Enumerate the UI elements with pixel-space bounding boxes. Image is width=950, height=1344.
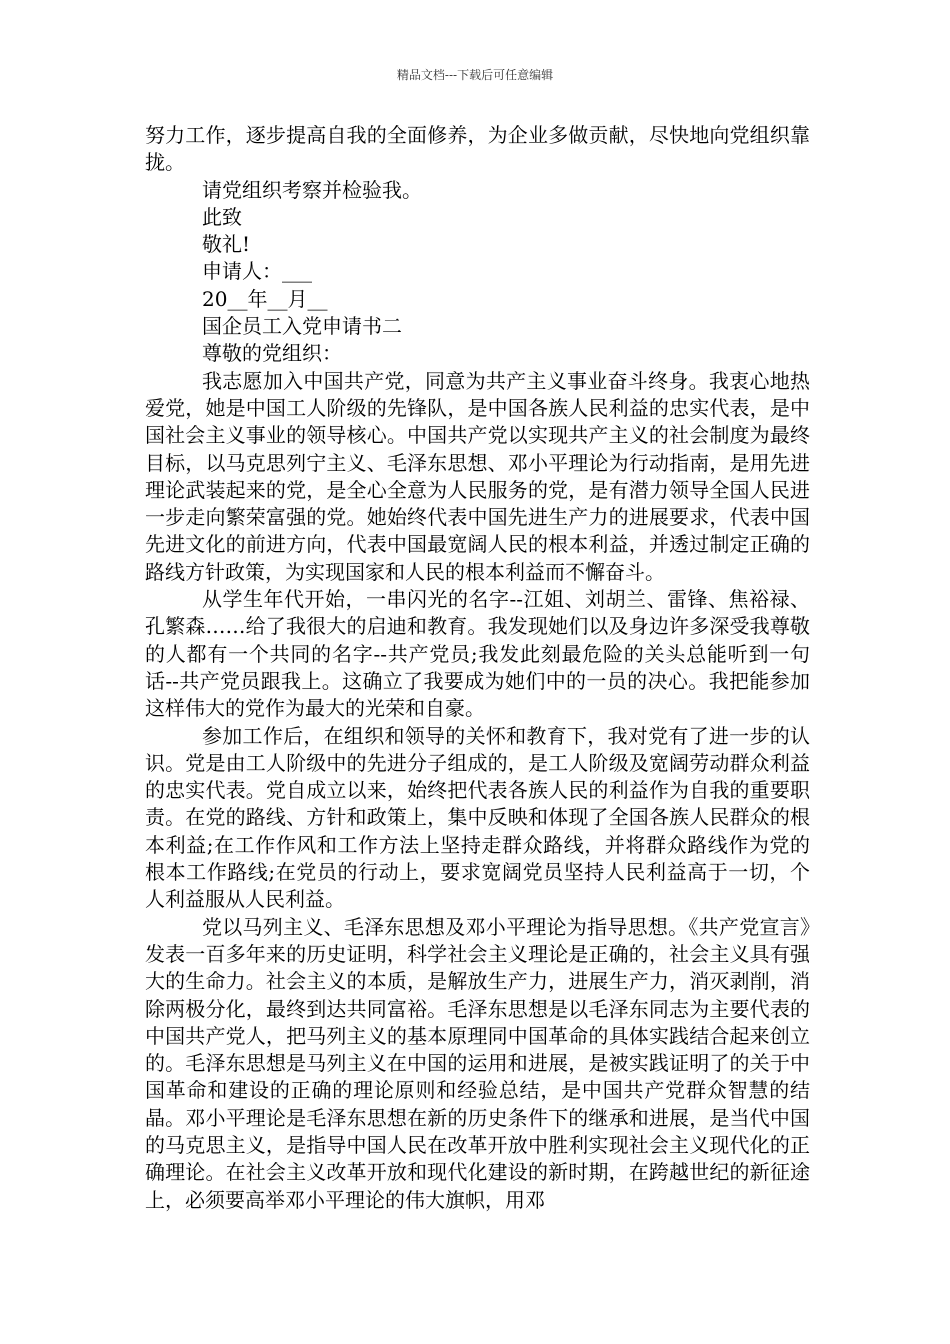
paragraph: 请党组织考察并检验我。 xyxy=(202,177,422,202)
page-header: 精品文档---下载后可任意编辑 xyxy=(396,68,554,82)
paragraph: 我志愿加入中国共产党，同意为共产主义事业奋斗终身。我衷心地热爱党，她是中国工人阶级的先锋队，是中国各族人民利益的忠实代表，是中国社会主义事业的领导核心。中国共产党以实现共产主义的社会制度为最终目标，以马克思列宁主义、毛泽东思想、邓小平理论为行动指南，是用先进理论武装起来的党，是全心全意为人民服务的党，是有潜力领导全国人民进一步走向繁荣富强的党。她始终代表中国先进生产力的进展要求，代表中国先进文化的前进方向，代表中国最宽阔人民的根本利益，并透过制定正确的路线方针政策，为实现国家和人民的根本利益而不懈奋斗。 xyxy=(145,368,810,584)
salutation-line: 此致 xyxy=(202,204,242,229)
paragraph: 从学生年代开始，一串闪光的名字--江姐、刘胡兰、雷锋、焦裕禄、孔繁森……给了我很大的启迪和教育。我发现她们以及身边许多深受我尊敬的人都有一个共同的名字--共产党员;我发此刻最危险的关头总能听到一句话--共产党员跟我上。这确立了我要成为她们中的一员的决心。我把能参加这样伟大的党作为最大的光荣和自豪。 xyxy=(145,587,810,721)
applicant-line: 申请人：___ xyxy=(202,259,312,284)
date-line: 20__年__月__ xyxy=(202,286,328,311)
greeting-line: 尊敬的党组织： xyxy=(202,341,342,366)
paragraph: 参加工作后，在组织和领导的关怀和教育下，我对党有了进一步的认识。党是由工人阶级中的先进分子组成的，是工人阶级及宽阔劳动群众利益的忠实代表。党自成立以来，始终把代表各族人民的利益作为自我的重要职责。在党的路线、方针和政策上，集中反映和体现了全国各族人民群众的根本利益;在工作作风和工作方法上坚持走群众路线，并将群众路线作为党的根本工作路线;在党员的行动上，要求宽阔党员坚持人民利益高于一切，个人利益服从人民利益。 xyxy=(145,723,810,912)
salutation-line: 敬礼! xyxy=(202,232,251,257)
document-body xyxy=(145,122,810,1214)
paragraph: 党以马列主义、毛泽东思想及邓小平理论为指导思想。《共产党宣言》发表一百多年来的历史证明，科学社会主义理论是正确的，社会主义具有强大的生命力。社会主义的本质，是解放生产力，进展生产力，消灭剥削，消除两极分化，最终到达共同富裕。毛泽东思想是以毛泽东同志为主要代表的中国共产党人，把马列主义的基本原理同中国革命的具体实践结合起来创立的。毛泽东思想是马列主义在中国的运用和进展，是被实践证明了的关于中国革命和建设的正确的理论原则和经验总结，是中国共产党群众智慧的结晶。邓小平理论是毛泽东思想在新的历史条件下的继承和进展，是当代中国的马克思主义，是指导中国人民在改革开放中胜利实现社会主义现代化的正确理论。在社会主义改革开放和现代化建设的新时期，在跨越世纪的新征途上，必须要高举邓小平理论的伟大旗帜，用邓 xyxy=(145,914,810,1212)
section-title: 国企员工入党申请书二 xyxy=(202,314,402,339)
paragraph: 努力工作，逐步提高自我的全面修养，为企业多做贡献，尽快地向党组织靠拢。 xyxy=(145,123,810,175)
